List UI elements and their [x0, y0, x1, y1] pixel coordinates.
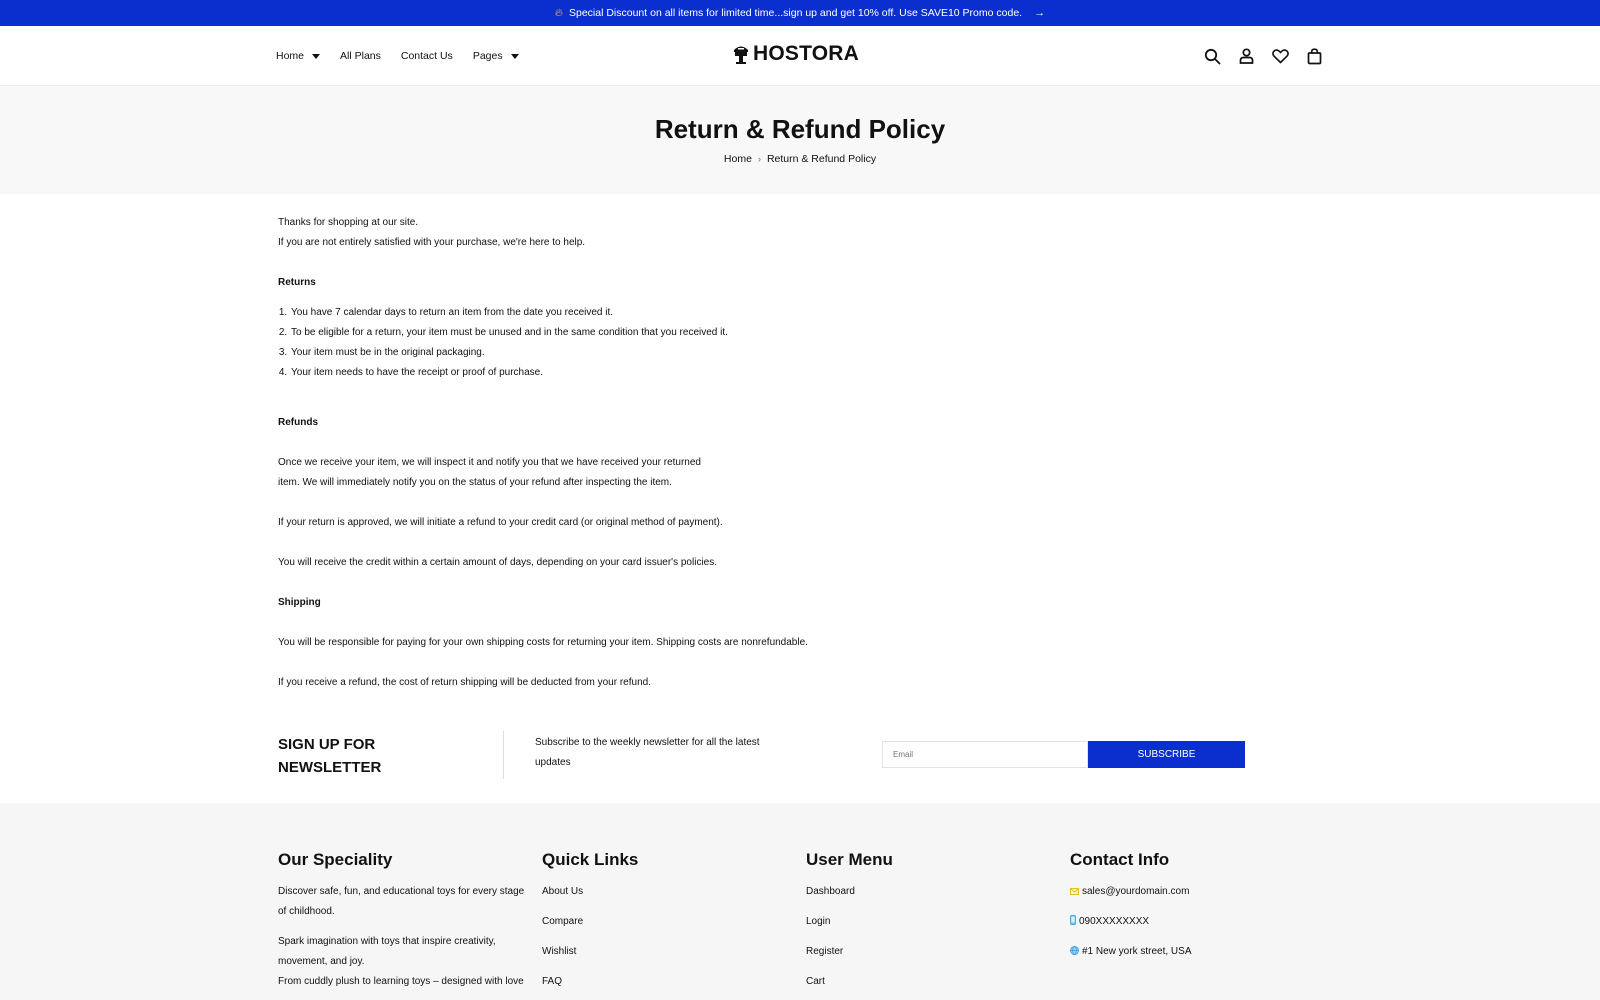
newsletter-text-line: updates	[535, 757, 571, 768]
speciality-paragraph	[278, 972, 528, 992]
bag-icon[interactable]	[1304, 46, 1324, 66]
breadcrumb	[0, 153, 1600, 165]
footer-heading: Quick Links	[542, 850, 639, 869]
nav-item-pages[interactable]	[473, 50, 519, 62]
site-footer	[0, 803, 1600, 1000]
newsletter-section	[278, 733, 1248, 783]
contact-email-text: sales@yourdomain.com	[1082, 886, 1190, 897]
speciality-line: movement, and joy.	[278, 956, 365, 967]
footer-speciality	[278, 850, 528, 1000]
contact-email[interactable]	[1070, 882, 1320, 902]
newsletter-divider	[503, 731, 504, 779]
footer-link-compare[interactable]: Compare	[542, 916, 584, 927]
newsletter-title-line: SIGN UP FOR	[278, 736, 376, 753]
promo-bar[interactable]	[0, 0, 1600, 26]
intro-line: Thanks for shopping at our site.	[278, 217, 419, 228]
page-title-band	[0, 86, 1600, 194]
footer-link-dashboard[interactable]: Dashboard	[806, 886, 855, 897]
nav-item-all-plans[interactable]	[340, 50, 381, 62]
speciality-paragraph	[278, 882, 528, 922]
list-item: 2. To be eligible for a return, your item must be unused and in the same condition that you received it.	[290, 323, 918, 343]
arrow-right-icon[interactable]: →	[1034, 7, 1046, 19]
footer-user-menu	[806, 850, 1056, 1000]
main-nav	[276, 26, 519, 86]
footer-link-login[interactable]: Login	[806, 916, 831, 927]
speciality-line: of childhood.	[278, 906, 335, 917]
flame-icon: 🔥︎	[554, 6, 563, 19]
nav-item-label: Pages	[472, 50, 503, 62]
footer-link-register[interactable]: Register	[806, 946, 844, 957]
caret-down-icon	[511, 54, 519, 59]
user-icon[interactable]	[1236, 46, 1256, 66]
newsletter-title-line: NEWSLETTER	[278, 759, 382, 776]
newsletter-description	[535, 733, 775, 773]
site-logo[interactable]	[732, 42, 859, 66]
heart-icon[interactable]	[1270, 46, 1290, 66]
nav-item-contact-us[interactable]	[401, 50, 453, 62]
footer-quick-links	[542, 850, 792, 1000]
speciality-line: From cuddly plush to learning toys – designed with love	[278, 976, 524, 987]
caret-down-icon	[312, 54, 320, 59]
footer-link-wishlist[interactable]: Wishlist	[542, 946, 577, 957]
footer-heading: User Menu	[806, 850, 893, 869]
search-icon[interactable]	[1202, 46, 1222, 66]
footer-link-about-us[interactable]: About Us	[542, 886, 584, 897]
nav-item-label: Home	[276, 50, 305, 62]
footer-link-faq[interactable]: FAQ	[542, 976, 563, 987]
refunds-paragraph: item. We will immediately notify you on the status of your refund after inspecting the item.	[278, 477, 672, 488]
intro-line: If you are not entirely satisfied with your purchase, we're here to help.	[278, 237, 586, 248]
refunds-paragraph: You will receive the credit within a certain amount of days, depending on your card issuer's policies.	[278, 557, 717, 568]
footer-heading: Contact Info	[1070, 850, 1170, 869]
globe-icon	[1070, 942, 1079, 962]
returns-list	[278, 303, 918, 383]
refunds-heading: Refunds	[278, 417, 318, 428]
nav-item-home[interactable]	[276, 50, 320, 62]
nav-item-label: Contact Us	[400, 50, 453, 62]
breadcrumb-home-link[interactable]: Home	[723, 153, 752, 165]
list-item: 1. You have 7 calendar days to return an item from the date you received it.	[290, 303, 918, 323]
speciality-line: Spark imagination with toys that inspire creativity,	[278, 936, 496, 947]
mail-icon	[1070, 882, 1079, 902]
header-actions	[1202, 46, 1324, 66]
shipping-paragraph: You will be responsible for paying for your own shipping costs for returning your item. Shipping costs are nonrefundable.	[278, 637, 808, 648]
phone-icon	[1070, 912, 1076, 932]
contact-address-text: #1 New york street, USA	[1082, 946, 1192, 957]
contact-phone-text: 090XXXXXXXX	[1079, 916, 1150, 927]
footer-heading: Our Speciality	[278, 850, 393, 869]
newsletter-text-line: Subscribe to the weekly newsletter for all the latest	[535, 737, 760, 748]
list-item: 3. Your item must be in the original packaging.	[290, 343, 918, 363]
promo-text: Special Discount on all items for limited time...sign up and get 10% off. Use SAVE10 Promo code.	[568, 7, 1023, 19]
refunds-paragraph: Once we receive your item, we will inspect it and notify you that we have received your returned	[278, 457, 701, 468]
breadcrumb-current: Return & Refund Policy	[766, 153, 877, 165]
footer-contact-info	[1070, 850, 1320, 972]
shipping-heading: Shipping	[278, 597, 321, 608]
nav-item-label: All Plans	[340, 50, 381, 62]
logo-text: HOSTORA	[753, 42, 860, 65]
contact-phone[interactable]	[1070, 912, 1320, 932]
newsletter-title	[278, 733, 458, 779]
refunds-paragraph: If your return is approved, we will initiate a refund to your credit card (or original method of payment).	[278, 517, 723, 528]
contact-address	[1070, 942, 1320, 962]
subscribe-button[interactable]: SUBSCRIBE	[1088, 741, 1245, 768]
page-title: Return & Refund Policy	[654, 114, 946, 144]
policy-content	[278, 213, 918, 693]
logo-mark-icon	[732, 43, 750, 65]
shipping-paragraph: If you receive a refund, the cost of return shipping will be deducted from your refund.	[278, 677, 651, 688]
email-field[interactable]	[882, 741, 1088, 768]
breadcrumb-separator: ›	[757, 154, 761, 164]
speciality-paragraph	[278, 932, 528, 972]
speciality-line: Discover safe, fun, and educational toys for every stage	[278, 886, 525, 897]
footer-link-cart[interactable]: Cart	[806, 976, 825, 987]
site-header	[0, 26, 1600, 86]
returns-heading: Returns	[278, 277, 316, 288]
list-item: 4. Your item needs to have the receipt or proof of purchase.	[290, 363, 918, 383]
